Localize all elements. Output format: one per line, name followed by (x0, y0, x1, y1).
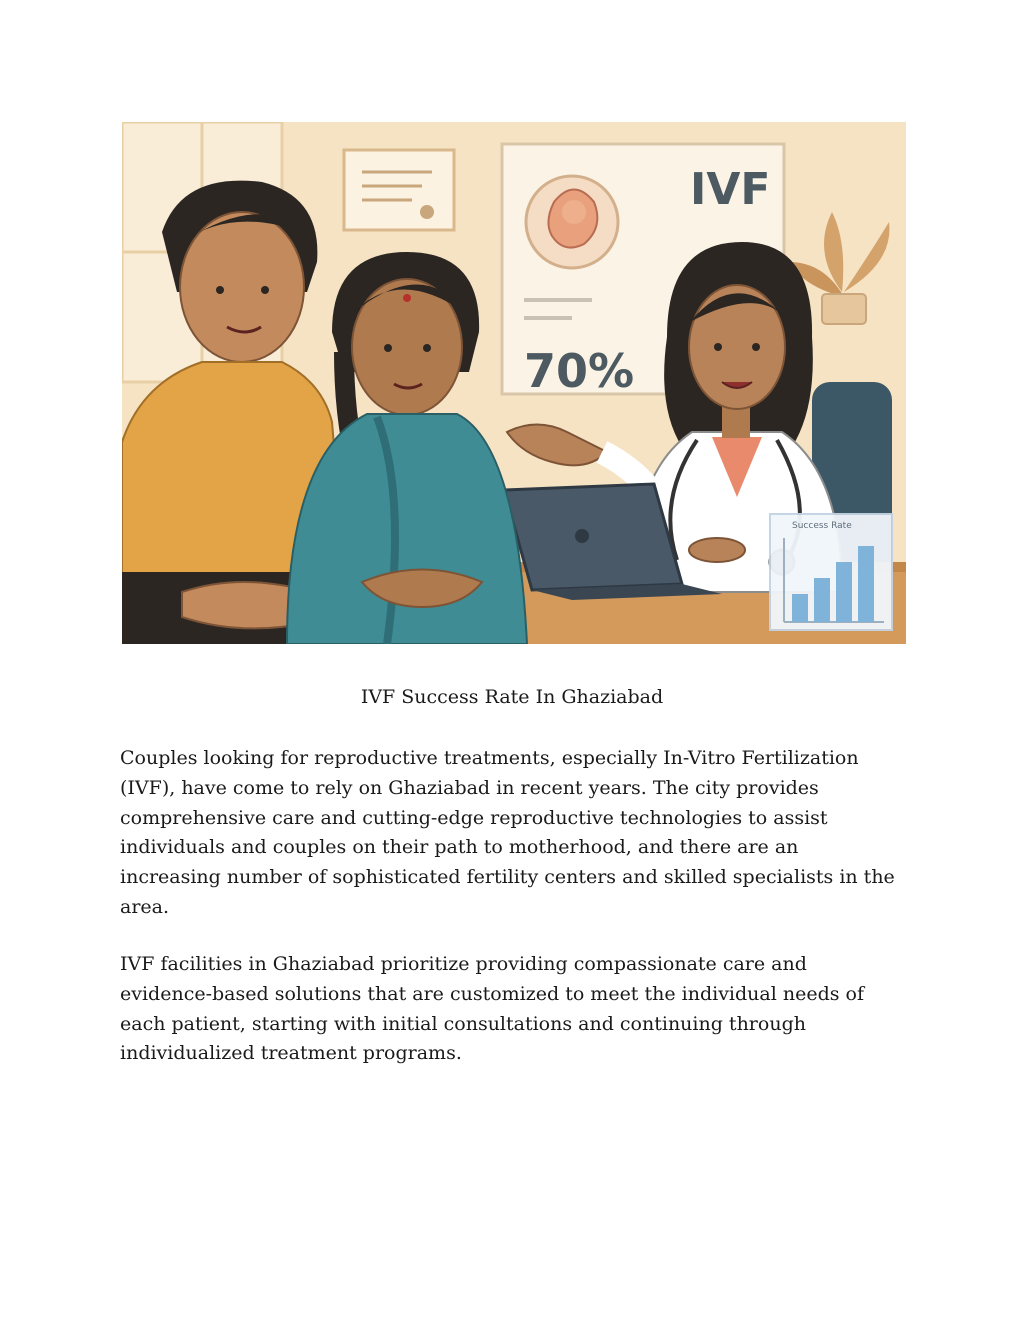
paragraph-intro: Couples looking for reproductive treatments, especially In-Vitro Fertilization (IVF), have come to rely on Ghaziabad in recent years. The city provides comprehensive care and cutting-edge reproductive technologies to assist individuals and couples on their path to motherhood, and there are an increasing number of sophisticated fertility centers and skilled specialists in the area. (120, 747, 895, 918)
poster-stat: 70% (524, 344, 635, 398)
paragraph-facilities: IVF facilities in Ghaziabad prioritize providing compassionate care and evidence-based solutions that are customized to meet the individual needs of each patient, starting with initial consultations and continuing through individualized treatment programs. (120, 953, 864, 1065)
chart-bar (858, 546, 874, 622)
chart-bar (836, 562, 852, 622)
chart-bar (814, 578, 830, 622)
image-caption: IVF Success Rate In Ghaziabad (360, 686, 664, 708)
poster-heading: IVF (690, 164, 771, 215)
chart-bar (792, 594, 808, 622)
ivf-consultation-illustration (122, 122, 906, 644)
chart-title: Success Rate (792, 521, 852, 531)
